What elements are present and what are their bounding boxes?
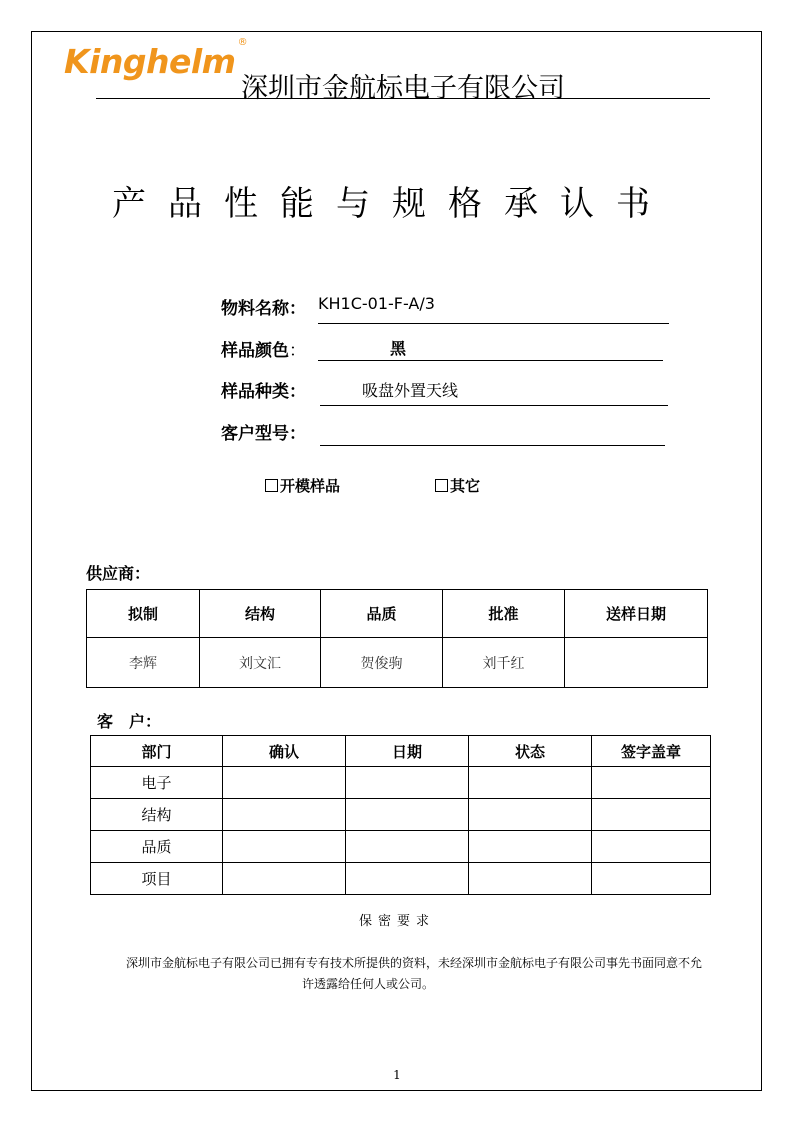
sample-type-underline [320,405,668,406]
material-name-label: 物料名称： [221,299,306,319]
table-cell: 结构 [91,799,223,831]
table-header-row [91,736,711,767]
page-number: 1 [393,1068,401,1082]
header-divider [96,98,710,99]
header-cell: 结构 [200,590,321,638]
checkbox-square-icon[interactable] [265,479,278,492]
confidentiality-line-2: 许透露给任何人或公司。 [302,977,435,991]
header-cell: 确认 [223,736,346,767]
table-cell[interactable] [592,799,711,831]
header-cell: 日期 [346,736,469,767]
table-cell: 刘文汇 [200,638,321,688]
company-logo [64,37,248,81]
checkbox-mold-sample-label: 开模样品 [280,477,341,495]
table-cell[interactable] [223,799,346,831]
table-row [91,863,711,895]
checkbox-mold-sample[interactable] [265,475,340,496]
table-cell: 项目 [91,863,223,895]
table-cell[interactable] [346,831,469,863]
table-cell: 刘千红 [443,638,565,688]
table-cell[interactable] [346,767,469,799]
customer-label: 客 户： [97,712,162,731]
table-cell[interactable] [223,831,346,863]
table-cell[interactable] [469,767,592,799]
header-cell: 送样日期 [565,590,708,638]
table-row [91,831,711,863]
table-cell: 贺俊驹 [321,638,443,688]
material-name-value: KH1C-01-F-A/3 [318,294,435,313]
sample-type-value: 吸盘外置天线 [362,381,459,400]
checkbox-other-label: 其它 [450,477,481,495]
registered-mark: ® [237,37,248,48]
sample-color-underline [318,360,663,361]
table-header-row [87,590,708,638]
checkbox-other[interactable] [435,475,480,496]
table-cell[interactable] [592,863,711,895]
customer-signoff-table [90,735,711,895]
supplier-label: 供应商： [86,564,151,583]
sample-color-label-text: 样品颜色 [221,341,289,361]
material-name-underline [318,323,669,324]
table-cell[interactable] [223,767,346,799]
table-row [91,767,711,799]
table-cell[interactable] [469,799,592,831]
header-cell: 状态 [469,736,592,767]
table-cell[interactable] [592,767,711,799]
table-cell[interactable] [346,799,469,831]
table-cell: 品质 [91,831,223,863]
header-cell: 批准 [443,590,565,638]
table-cell[interactable] [469,863,592,895]
company-name: 深圳市金航标电子有限公司 [241,73,565,104]
confidentiality-title: 保密要求 [358,914,435,929]
table-cell[interactable] [565,638,708,688]
header-cell: 部门 [91,736,223,767]
sample-type-label: 样品种类： [221,382,306,402]
header-cell: 拟制 [87,590,200,638]
document-title: 产品性能与规格承认书 [112,184,672,224]
sample-color-colon: ： [289,341,306,361]
customer-model-label: 客户型号： [221,424,306,444]
supplier-signoff-table [86,589,708,688]
header-cell: 签字盖章 [592,736,711,767]
sample-color-label [221,336,306,361]
table-row [91,799,711,831]
table-cell: 李辉 [87,638,200,688]
table-cell[interactable] [469,831,592,863]
table-cell: 电子 [91,767,223,799]
sample-color-value: 黑 [390,339,407,358]
table-cell[interactable] [346,863,469,895]
customer-model-underline [320,445,665,446]
logo-text: Kinghelm [64,42,236,81]
header-cell: 品质 [321,590,443,638]
confidentiality-line-1: 深圳市金航标电子有限公司已拥有专有技术所提供的资料，未经深圳市金航标电子有限公司事先书面同意不允 [126,956,703,970]
table-cell[interactable] [592,831,711,863]
checkbox-square-icon[interactable] [435,479,448,492]
table-cell[interactable] [223,863,346,895]
confidentiality-text [126,953,706,995]
table-row [87,638,708,688]
